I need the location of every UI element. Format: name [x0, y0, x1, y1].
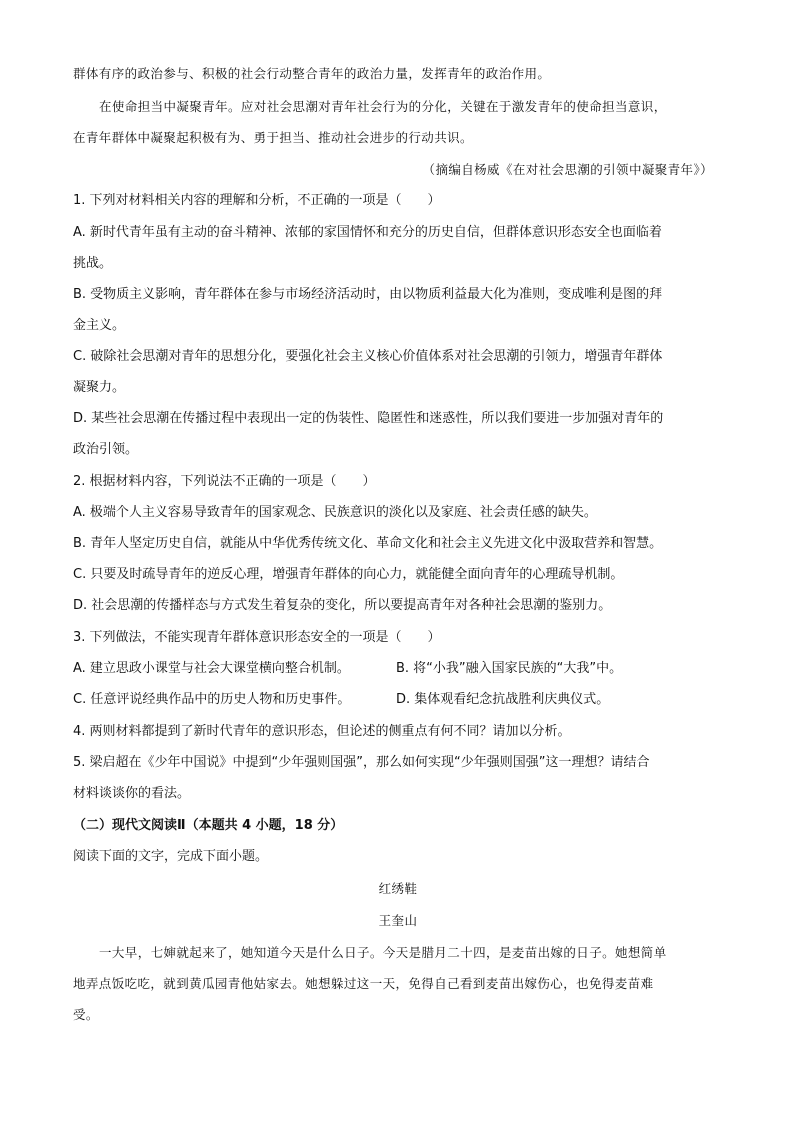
question-3-option-a: A. 建立思政小课堂与社会大课堂横向整合机制。 [73, 661, 350, 676]
question-4-stem: 4. 两则材料都提到了新时代青年的意识形态，但论述的侧重点有何不同？请加以分析。 [73, 724, 571, 739]
question-1-option-c-cont: 凝聚力。 [73, 380, 126, 395]
question-1-option-d: D. 某些社会思潮在传播过程中表现出一定的伪装性、隐匿性和迷惑性，所以我们要进一步加强对青年的 [73, 411, 664, 426]
passage-paragraph-line: 在青年群体中凝聚起积极有为、勇于担当、推动社会进步的行动共识。 [73, 130, 473, 145]
question-5-stem-cont: 材料谈谈你的看法。 [73, 786, 191, 801]
story-paragraph-line: 受。 [73, 1007, 99, 1022]
question-2-option-a: A. 极端个人主义容易导致青年的国家观念、民族意识的淡化以及家庭、社会责任感的缺失。 [73, 505, 597, 520]
question-3-stem: 3. 下列做法，不能实现青年群体意识形态安全的一项是（ ） [73, 630, 441, 645]
question-3-options-row-2 [73, 690, 723, 710]
question-1-option-b-cont: 金主义。 [73, 318, 126, 333]
question-2-stem: 2. 根据材料内容，下列说法不正确的一项是（ ） [73, 474, 376, 489]
question-1-option-c: C. 破除社会思潮对青年的思想分化，要强化社会主义核心价值体系对社会思潮的引领力，增强青年群体 [73, 349, 663, 364]
story-paragraph-line: 一大早，七婶就起来了，她知道今天是什么日子。今天是腊月二十四，是麦苗出嫁的日子。她想简单 [99, 945, 667, 960]
question-3-option-c: C. 任意评说经典作品中的历史人物和历史事件。 [73, 692, 351, 707]
question-2-option-b: B. 青年人坚定历史自信，就能从中华优秀传统文化、革命文化和社会主义先进文化中汲取营养和智慧。 [73, 536, 663, 551]
passage-paragraph-end: 群体有序的政治参与、积极的社会行动整合青年的政治力量，发挥青年的政治作用。 [73, 66, 551, 81]
passage-paragraph-line: 在使命担当中凝聚青年。应对社会思潮对青年社会行为的分化，关键在于激发青年的使命担当意识， [99, 99, 667, 114]
passage-source-citation: （摘编自杨威《在对社会思潮的引领中凝聚青年》） [422, 162, 713, 177]
question-5-stem: 5. 梁启超在《少年中国说》中提到“少年强则国强”，那么如何实现“少年强则国强”这一理想？请结合 [73, 755, 650, 770]
question-1-option-a-cont: 挑战。 [73, 256, 113, 271]
question-1-option-d-cont: 政治引领。 [73, 442, 139, 457]
question-3-option-b: B. 将“小我”融入国家民族的“大我”中。 [396, 661, 623, 676]
story-title: 红绣鞋 [378, 881, 418, 896]
story-paragraph-line: 地弄点饭吃吃，就到黄瓜园青他姑家去。她想躲过这一天，免得自己看到麦苗出嫁伤心，也免得麦苗难 [73, 976, 654, 991]
question-3-options-row-1 [73, 659, 723, 679]
section-heading: （二）现代文阅读Ⅱ（本题共 4 小题，18 分） [73, 818, 344, 833]
section-instruction: 阅读下面的文字，完成下面小题。 [73, 849, 269, 864]
story-author: 王奎山 [378, 913, 418, 928]
question-2-option-d: D. 社会思潮的传播样态与方式发生着复杂的变化，所以要提高青年对各种社会思潮的鉴别力。 [73, 598, 612, 613]
question-2-option-c: C. 只要及时疏导青年的逆反心理，增强青年群体的向心力，就能健全面向青年的心理疏导机制。 [73, 567, 624, 582]
question-3-option-d: D. 集体观看纪念抗战胜利庆典仪式。 [396, 692, 610, 707]
question-1-option-b: B. 受物质主义影响，青年群体在参与市场经济活动时，由以物质利益最大化为准则，变成唯利是图的拜 [73, 287, 663, 302]
question-1-stem: 1. 下列对材料相关内容的理解和分析，不正确的一项是（ ） [73, 193, 441, 208]
question-1-option-a: A. 新时代青年虽有主动的奋斗精神、浓郁的家国情怀和充分的历史自信，但群体意识形态安全也面临着 [73, 225, 662, 240]
